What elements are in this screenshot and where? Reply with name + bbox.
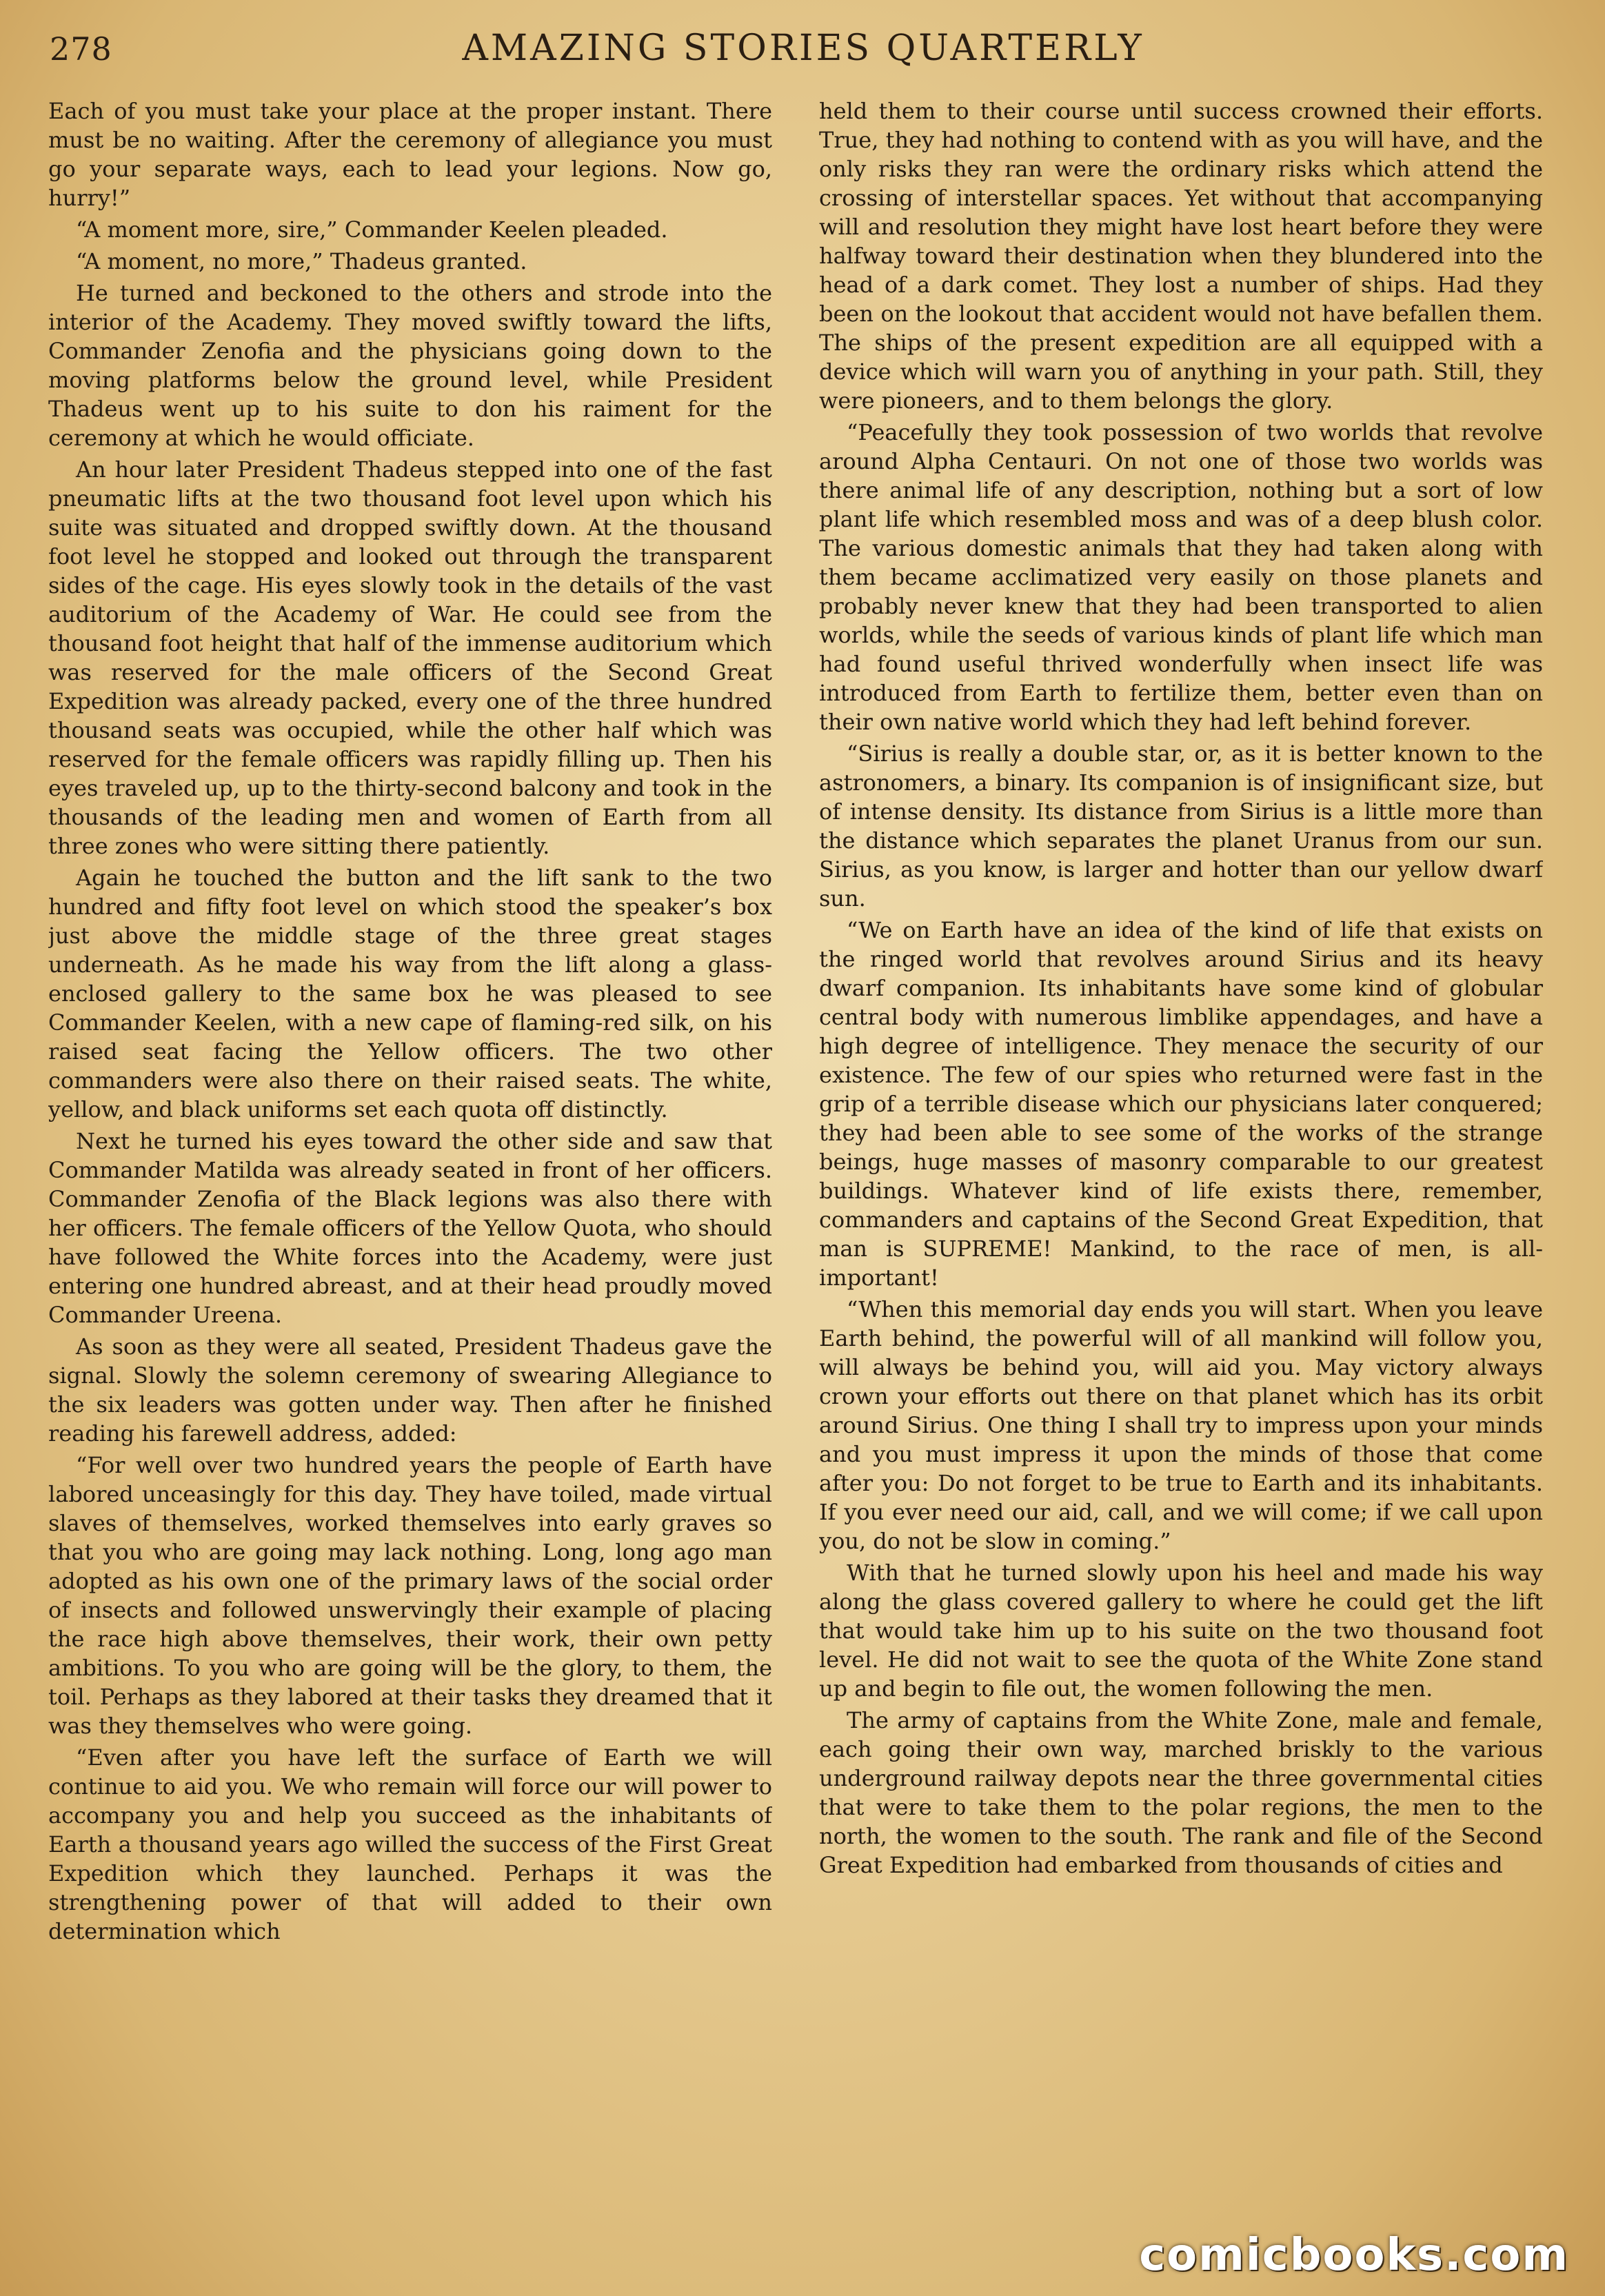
page-header bbox=[41, 21, 1565, 83]
running-title: AMAZING STORIES QUARTERLY bbox=[462, 28, 1144, 69]
paragraph: “Even after you have left the surface of Earth we will continue to aid you. We who remain will force our will power to accompany you and help you succeed as the inhabitants of Earth a thousand years ago willed the success of the First Great Expedition which they launched. Perhaps it was the strengthening power of that will added to their own determination which bbox=[48, 1744, 772, 1944]
paragraph: Next he turned his eyes toward the other side and saw that Commander Matilda was already seated in front of her officers. Commander Zenofia of the Black legions was also there with her officers. The female officers of the Yellow Quota, who should have followed the White forces into the Academy, were just entering one hundred abreast, and at their head proudly moved Commander Ureena. bbox=[48, 1128, 772, 1328]
paragraph: As soon as they were all seated, President Thadeus gave the signal. Slowly the solemn ceremony of swearing Allegiance to the six leaders was gotten under way. Then after he finished reading his farewell address, added: bbox=[48, 1333, 772, 1447]
page-number: 278 bbox=[50, 30, 112, 68]
paragraph: He turned and beckoned to the others and strode into the interior of the Academy. They moved swiftly toward the lifts, Commander Zenofia and the physicians going down to the moving platforms below the ground level, while President Thadeus went up to his suite to don his raiment for the ceremony at which he would officiate. bbox=[48, 280, 772, 451]
paragraph: “Sirius is really a double star, or, as it is better known to the astronomers, a binary. Its companion is of insignificant size, but of intense density. Its distance from Sirius is a little more than the distance which separates the planet Uranus from our sun. Sirius, as you know, is larger and hotter than our yellow dwarf sun. bbox=[819, 741, 1543, 912]
paragraph: “A moment, no more,” Thadeus granted. bbox=[76, 248, 527, 274]
paragraph: held them to their course until success crowned their efforts. True, they had nothing to contend with as you will have, and the only risks they ran were the ordinary risks which attend the crossing of interstellar spaces. Yet without that accompanying will and resolution they might have lost heart before they were halfway toward their destination when they blundered into the head of a dark comet. They lost a number of ships. Had they been on the lookout that accident would not have befallen them. The ships of the present expedition are all equipped with a device which will warn you of anything in your path. Still, they were pioneers, and to them belongs the glory. bbox=[819, 98, 1543, 414]
left-column bbox=[48, 97, 772, 2255]
paragraph: An hour later President Thadeus stepped into one of the fast pneumatic lifts at the two thousand foot level upon which his suite was situated and dropped swiftly down. At the thousand foot level he stopped and looked out through the transparent sides of the cage. His eyes slowly took in the details of the vast auditorium of the Academy of War. He could see from the thousand foot height that half of the immense auditorium which was reserved for the male officers of the Second Great Expedition was already packed, every one of the three hundred thousand seats was occupied, while the other half which was reserved for the female officers was rapidly filling up. Then his eyes traveled up, up to the thirty-second balcony and took in the thousands of the leading men and women of Earth from all three zones who were sitting there patiently. bbox=[48, 456, 772, 859]
paragraph: “When this memorial day ends you will start. When you leave Earth behind, the powerful will of all mankind will follow you, will always be behind you, will aid you. May victory always crown your efforts out there on that planet which has its orbit around Sirius. One thing I shall try to impress upon your minds and you must impress it upon the minds of those that come after you: Do not forget to be true to Earth and its inhabitants. If you ever need our aid, call, and we will come; if we call upon you, do not be slow in coming.” bbox=[819, 1296, 1543, 1554]
paragraph: “A moment more, sire,” Commander Keelen pleaded. bbox=[76, 216, 668, 243]
paragraph: “We on Earth have an idea of the kind of life that exists on the ringed world that revolves around Sirius and its heavy dwarf companion. Its inhabitants have some kind of globular central body with numerous limblike appendages, and have a high degree of intelligence. They menace the security of our existence. The few of our spies who returned were fast in the grip of a terrible disease which our physicians later conquered; they had been able to see some of the works of the strange beings, huge masses of masonry comparable to our greatest buildings. Whatever kind of life exists there, remember, commanders and captains of the Second Great Expedition, that man is SUPREME! Mankind, to the race of men, is all-important! bbox=[819, 917, 1543, 1291]
right-column bbox=[819, 97, 1543, 2255]
site-watermark: comicbooks.com bbox=[1139, 2230, 1569, 2281]
paragraph: The army of captains from the White Zone, male and female, each going their own way, marched briskly to the various underground railway depots near the three governmental cities that were to take them to the polar regions, the men to the north, the women to the south. The rank and file of the Second Great Expedition had embarked from thousands of cities and bbox=[819, 1707, 1543, 1878]
paragraph: “Peacefully they took possession of two worlds that revolve around Alpha Centauri. On not one of those two worlds was there animal life of any description, nothing but a sort of low plant life which resembled moss and was of a deep blush color. The various domestic animals that they had taken along with them became acclimatized very easily on those planets and probably never knew that they had been transported to alien worlds, while the seeds of various kinds of plant life which man had found useful thrived wonderfully when insect life was introduced from Earth to fertilize them, better even than on their own native world which they had left behind forever. bbox=[819, 419, 1543, 735]
paragraph: With that he turned slowly upon his heel and made his way along the glass covered gallery to where he could get the lift that would take him up to his suite on the two thousand foot level. He did not wait to see the quota of the White Zone stand up and begin to file out, the women following the men. bbox=[819, 1560, 1543, 1702]
paragraph: Each of you must take your place at the proper instant. There must be no waiting. After the ceremony of allegiance you must go your separate ways, each to lead your legions. Now go, hurry!” bbox=[48, 98, 772, 211]
paragraph: “For well over two hundred years the people of Earth have labored unceasingly for this day. They have toiled, made virtual slaves of themselves, worked themselves into early graves so that you who are going may lack nothing. Long, long ago man adopted as his own one of the primary laws of the social order of insects and followed unswervingly their example of placing the race high above themselves, their work, their own petty ambitions. To you who are going will be the glory, to them, the toil. Perhaps as they labored at their tasks they dreamed that it was they themselves who were going. bbox=[48, 1452, 772, 1739]
paragraph: Again he touched the button and the lift sank to the two hundred and fifty foot level on which stood the speaker’s box just above the middle stage of the three great stages underneath. As he made his way from the lift along a glass-enclosed gallery to the same box he was pleased to see Commander Keelen, with a new cape of flaming-red silk, on his raised seat facing the Yellow officers. The two other commanders were also there on their raised seats. The white, yellow, and black uniforms set each quota off distinctly. bbox=[48, 865, 772, 1122]
